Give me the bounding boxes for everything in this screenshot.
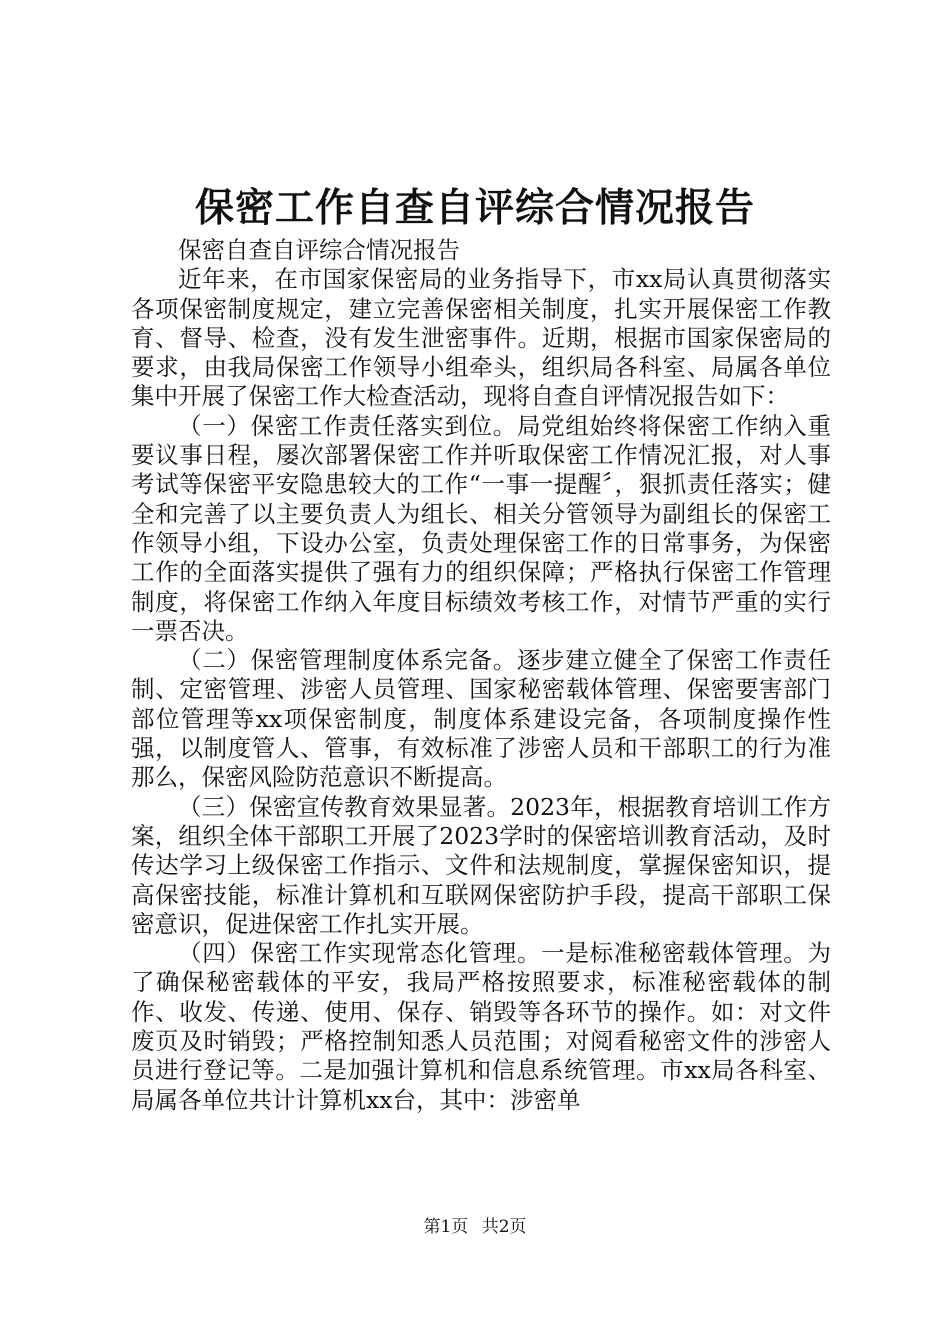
section-2-paragraph: （二）保密管理制度体系完备。逐步建立健全了保密工作责任制、定密管理、涉密人员管理、国家秘密载体管理、保密要害部门部位管理等xx项保密制度，制度体系建设完备，各项制度操作性强，以制度管人、管事，有效标准了涉密人员和干部职工的行为准那么，保密风险防范意识不断提高。 xyxy=(131,646,831,792)
page-total: 共2页 xyxy=(481,1217,527,1237)
page-footer xyxy=(0,1216,950,1238)
intro-paragraph: 近年来，在市国家保密局的业务指导下，市xx局认真贯彻落实各项保密制度规定，建立完善保密相关制度，扎实开展保密工作教育、督导、检查，没有发生泄密事件。近期，根据市国家保密局的要求，由我局保密工作领导小组牵头，组织局各科室、局属各单位集中开展了保密工作大检查活动，现将自查自评情况报告如下： xyxy=(131,265,831,411)
section-3-paragraph: （三）保密宣传教育效果显著。2023年，根据教育培训工作方案，组织全体干部职工开展了2023学时的保密培训教育活动，及时传达学习上级保密工作指示、文件和法规制度，掌握保密知识，提高保密技能，标准计算机和互联网保密防护手段，提高干部职工保密意识，促进保密工作扎实开展。 xyxy=(131,792,831,938)
subtitle-paragraph: 保密自查自评综合情况报告 xyxy=(178,236,460,264)
document-title: 保密工作自查自评综合情况报告 xyxy=(194,185,755,231)
page-number: 第1页 xyxy=(423,1217,469,1237)
section-1-paragraph: （一）保密工作责任落实到位。局党组始终将保密工作纳入重要议事日程，屡次部署保密工作并听取保密工作情况汇报，对人事考试等保密平安隐患较大的工作“一事一提醒〞，狠抓责任落实；健全和完善了以主要负责人为组长、相关分管领导为副组长的保密工作领导小组，下设办公室，负责处理保密工作的日常事务，为保密工作的全面落实提供了强有力的组织保障；严格执行保密工作管理制度，将保密工作纳入年度目标绩效考核工作，对情节严重的实行一票否决。 xyxy=(131,411,831,645)
section-4-paragraph: （四）保密工作实现常态化管理。一是标准秘密载体管理。为了确保秘密载体的平安，我局严格按照要求，标准秘密载体的制作、收发、传递、使用、保存、销毁等各环节的操作。如：对文件废页及时销毁；严格控制知悉人员范围；对阅看秘密文件的涉密人员进行登记等。二是加强计算机和信息系统管理。市xx局各科室、局属各单位共计计算机xx台，其中：涉密单 xyxy=(131,939,831,1114)
document-body xyxy=(131,236,831,1115)
